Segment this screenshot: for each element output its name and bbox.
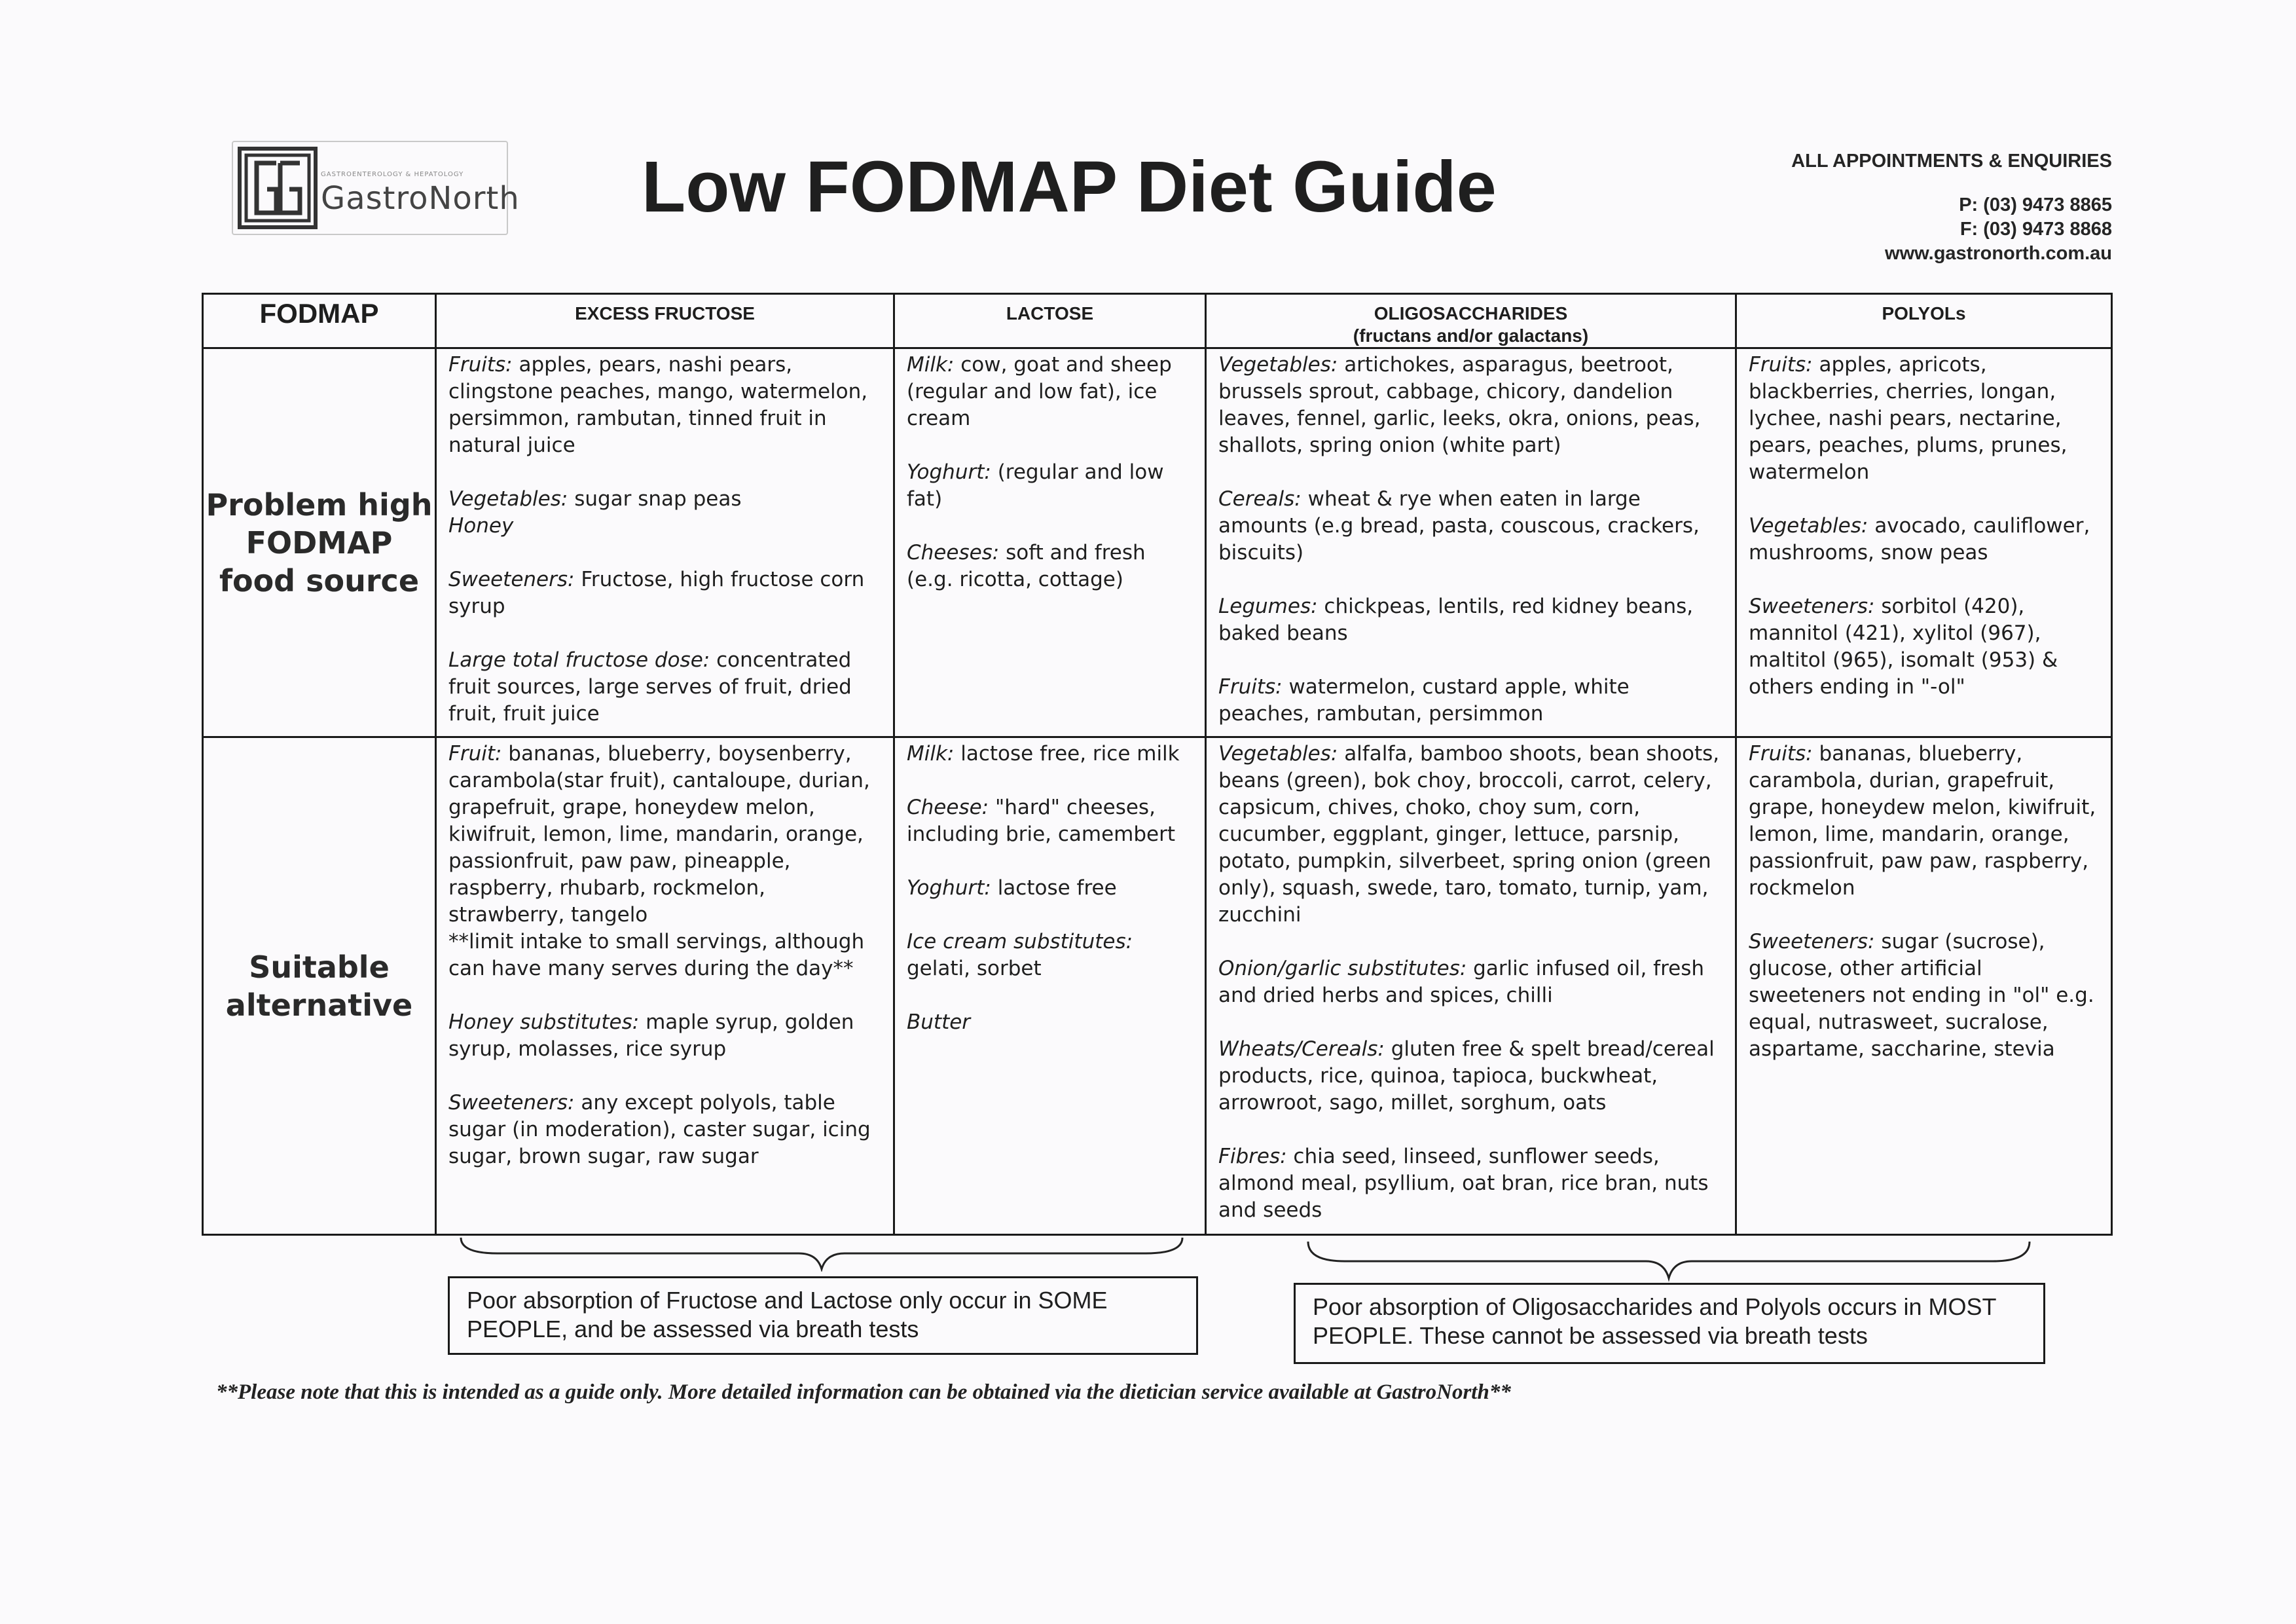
fodmap-header: FODMAP	[203, 294, 436, 348]
food-entry	[907, 929, 1194, 982]
food-category-label: Yoghurt:	[907, 876, 991, 900]
food-category-label: Sweeteners:	[1749, 930, 1875, 953]
problem-oligo-cell	[1206, 348, 1736, 737]
food-category-label: Legumes:	[1218, 595, 1318, 618]
food-entry	[448, 741, 883, 982]
food-entry	[1749, 741, 2100, 902]
food-list-text: sorbitol (420), mannitol (421), xylitol (967), maltitol (965), isomalt (953) & others ending in "-ol"	[1749, 595, 2058, 699]
food-list-text: soft and fresh (e.g. ricotta, cottage)	[907, 541, 1146, 591]
fodmap-table	[202, 293, 2113, 1236]
food-category-label: Cheese:	[907, 796, 989, 819]
food-category-label: Vegetables:	[1749, 514, 1868, 538]
food-entry	[907, 352, 1194, 432]
alternative-oligo-cell	[1206, 737, 1736, 1235]
problem-row	[203, 348, 2112, 737]
food-entry	[448, 647, 883, 728]
alternative-polyols-cell	[1736, 737, 2112, 1235]
food-entry	[1218, 741, 1724, 929]
food-list-text: maple syrup, golden syrup, molasses, rice syrup	[448, 1010, 854, 1061]
right-brace	[1305, 1239, 2032, 1282]
food-category-label: Fruits:	[1749, 742, 1813, 766]
food-entry	[448, 352, 883, 459]
food-entry	[1749, 929, 2100, 1063]
food-category-label: Large total fructose dose:	[448, 648, 710, 672]
food-entry	[1218, 1036, 1724, 1116]
food-list-text: wheat & rye when eaten in large amounts (e.g bread, pasta, couscous, crackers, biscuits)	[1218, 487, 1700, 564]
food-entry	[907, 875, 1194, 902]
food-entry	[907, 459, 1194, 513]
food-list-text: lactose free, rice milk	[960, 742, 1180, 766]
food-entry	[448, 1009, 883, 1063]
fax-number: F: (03) 9473 8868	[1959, 219, 2112, 240]
food-list-text: bananas, blueberry, boysenberry, carambola(star fruit), cantaloupe, durian, grapefruit, grape, honeydew melon, kiwifruit, lemon, lime, mandarin, orange, passionfruit, paw paw, pineapple, raspberry, rhubarb, rockmelon, strawberry, tangelo	[448, 742, 870, 927]
lactose-header: LACTOSE	[894, 294, 1206, 348]
contact-block	[1791, 149, 2112, 266]
food-list-text: concentrated fruit sources, large serves of fruit, dried fruit, fruit juice	[448, 648, 852, 726]
food-list-text: bananas, blueberry, carambola, durian, grapefruit, grape, honeydew melon, kiwifruit, lemon, lime, mandarin, orange, passionfruit, paw paw, raspberry, rockmelon	[1749, 742, 2096, 900]
gastronorth-logo	[232, 141, 520, 235]
food-entry	[1218, 593, 1724, 647]
page-title: Low FODMAP Diet Guide	[642, 147, 1497, 227]
food-list-text: artichokes, asparagus, beetroot, brussels sprout, cabbage, chicory, dandelion leaves, fennel, garlic, leeks, okra, onions, peas, shallots, spring onion (white part)	[1218, 353, 1701, 457]
food-list-text: Fructose, high fructose corn syrup	[448, 568, 865, 618]
problem-lactose-cell	[894, 348, 1206, 737]
food-extra-text: **limit intake to small servings, although can have many serves during the day**	[448, 930, 865, 980]
food-list-text: garlic infused oil, fresh and dried herbs and spices, chilli	[1218, 957, 1705, 1007]
food-list-text: (regular and low fat)	[907, 460, 1164, 511]
food-category-label: Fruit:	[448, 742, 502, 766]
note-oligo-polyols: Poor absorption of Oligosaccharides and Polyols occurs in MOST PEOPLE. These cannot be assessed via breath tests	[1294, 1283, 2045, 1364]
food-list-text: apples, apricots, blackberries, cherries, longan, lychee, nashi pears, nectarine, pears, peaches, plums, prunes, watermelon	[1749, 353, 2068, 484]
food-category-label: Cereals:	[1218, 487, 1302, 511]
alternative-row	[203, 737, 2112, 1235]
food-entry	[1218, 955, 1724, 1009]
food-list-text: avocado, cauliflower, mushrooms, snow peas	[1749, 514, 2090, 564]
food-list-text: any except polyols, table sugar (in moderation), caster sugar, icing sugar, brown sugar, raw sugar	[448, 1091, 871, 1168]
food-category-label: Wheats/Cereals:	[1218, 1037, 1385, 1061]
food-category-label: Honey substitutes:	[448, 1010, 640, 1034]
food-category-label: Sweeteners:	[448, 568, 575, 591]
phone-number: P: (03) 9473 8865	[1959, 194, 2112, 215]
footer-disclaimer: **Please note that this is intended as a guide only. More detailed information can be obtained via the dietician service available at GastroNorth**	[216, 1380, 1511, 1404]
food-entry	[907, 794, 1194, 848]
food-list-text: chia seed, linseed, sunflower seeds, almond meal, psyllium, oat bran, rice bran, nuts and seeds	[1218, 1145, 1709, 1222]
food-entry	[907, 1009, 1194, 1036]
food-entry	[907, 540, 1194, 593]
polyols-header: POLYOLs	[1736, 294, 2112, 348]
food-category-label: Fruits:	[1749, 353, 1813, 377]
contact-heading: ALL APPOINTMENTS & ENQUIRIES	[1791, 151, 2112, 172]
food-category-label: Ice cream substitutes:	[907, 930, 1133, 953]
left-brace	[458, 1235, 1185, 1272]
food-category-label: Sweeteners:	[1749, 595, 1875, 618]
food-list-text: "hard" cheeses, including brie, camembert	[907, 796, 1176, 846]
food-list-text: chickpeas, lentils, red kidney beans, baked beans	[1218, 595, 1694, 645]
food-category-label: Vegetables:	[448, 487, 568, 511]
food-entry	[448, 486, 883, 540]
food-entry	[1218, 1143, 1724, 1224]
fructose-header: EXCESS FRUCTOSE	[436, 294, 894, 348]
food-category-label: Fruits:	[448, 353, 513, 377]
food-category-label: Yoghurt:	[907, 460, 991, 484]
food-category-label: Cheeses:	[907, 541, 1000, 564]
note-fructose-lactose: Poor absorption of Fructose and Lactose only occur in SOME PEOPLE, and be assessed via breath tests	[448, 1276, 1198, 1355]
food-category-label: Sweeteners:	[448, 1091, 575, 1115]
food-category-label: Vegetables:	[1218, 353, 1338, 377]
food-list-text: gelati, sorbet	[907, 957, 1042, 980]
alternative-row-label: Suitable alternative	[203, 737, 436, 1235]
food-category-label: Fibres:	[1218, 1145, 1287, 1168]
table-header-row	[203, 294, 2112, 348]
food-entry	[1218, 352, 1724, 459]
logo-tagline: GASTROENTEROLOGY & HEPATOLOGY	[321, 171, 464, 178]
oligosaccharides-header-subtitle: (fructans and/or galactans)	[1353, 325, 1589, 346]
food-list-text: sugar snap peas	[574, 487, 742, 511]
food-category-label: Vegetables:	[1218, 742, 1338, 766]
food-entry	[1218, 674, 1724, 728]
food-entry	[1749, 593, 2100, 701]
gastronorth-logo-icon	[237, 146, 318, 230]
food-category-label: Milk:	[907, 742, 955, 766]
problem-row-label: Problem high FODMAP food source	[203, 348, 436, 737]
food-list-text: watermelon, custard apple, white peaches, rambutan, persimmon	[1218, 675, 1630, 726]
food-list-text: cow, goat and sheep (regular and low fat), ice cream	[907, 353, 1172, 430]
oligosaccharides-header-title: OLIGOSACCHARIDES	[1374, 303, 1568, 323]
food-list-text: sugar (sucrose), glucose, other artificial sweeteners not ending in "ol" e.g. equal, nutrasweet, sucralose, aspartame, saccharine, stevia	[1749, 930, 2094, 1061]
food-entry	[1218, 486, 1724, 566]
food-list-text: lactose free	[997, 876, 1117, 900]
food-extra-text: Honey	[448, 514, 514, 538]
food-category-label: Milk:	[907, 353, 955, 377]
logo-name: GastroNorth	[321, 180, 520, 217]
food-list-text: gluten free & spelt bread/cereal products, rice, quinoa, tapioca, buckwheat, arrowroot, sago, millet, sorghum, oats	[1218, 1037, 1715, 1115]
food-list-text: alfalfa, bamboo shoots, bean shoots, beans (green), bok choy, broccoli, carrot, celery, capsicum, chives, choko, choy sum, corn, cucumber, eggplant, ginger, lettuce, parsnip, potato, pumpkin, silverbeet, spring onion (green only), squash, swede, taro, tomato, turnip, yam, zucchini	[1218, 742, 1720, 927]
food-entry	[1749, 352, 2100, 486]
problem-fructose-cell	[436, 348, 894, 737]
problem-polyols-cell	[1736, 348, 2112, 737]
alternative-fructose-cell	[436, 737, 894, 1235]
food-entry	[448, 566, 883, 620]
alternative-lactose-cell	[894, 737, 1206, 1235]
food-category-label: Fruits:	[1218, 675, 1283, 699]
food-entry	[1749, 513, 2100, 566]
food-category-label: Butter	[907, 1010, 971, 1034]
food-list-text: apples, pears, nashi pears, clingstone peaches, mango, watermelon, persimmon, rambutan, tinned fruit in natural juice	[448, 353, 868, 457]
food-entry	[907, 741, 1194, 767]
website-link[interactable]: www.gastronorth.com.au	[1885, 243, 2112, 264]
food-category-label: Onion/garlic substitutes:	[1218, 957, 1467, 980]
oligosaccharides-header	[1206, 294, 1736, 348]
food-entry	[448, 1090, 883, 1170]
